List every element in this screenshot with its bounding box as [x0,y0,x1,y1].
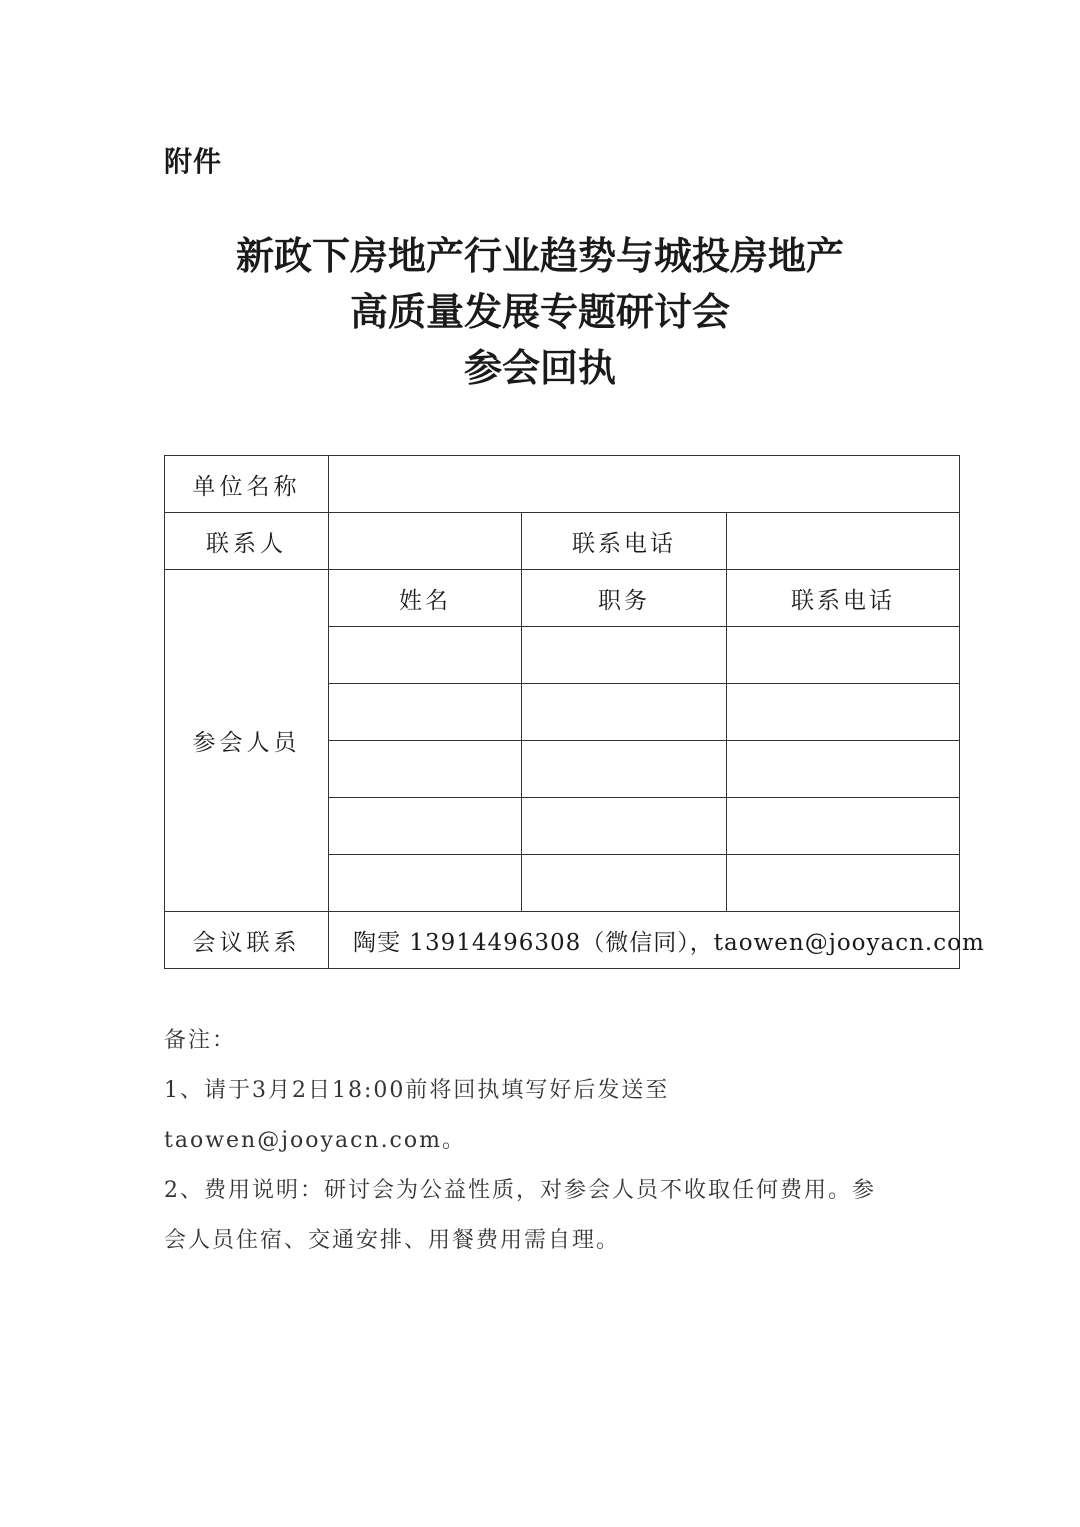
attendee-position-field[interactable] [522,684,727,741]
meeting-contact-value: 陶雯 13914496308（微信同），taowen@jooyacn.com [329,912,960,969]
attendee-phone-field[interactable] [727,684,960,741]
unit-name-row [165,456,960,513]
attendee-position-field[interactable] [522,627,727,684]
notes-section [164,1016,924,1266]
contact-row [165,513,960,570]
attendee-phone-field[interactable] [727,798,960,855]
contact-person-field[interactable] [329,513,522,570]
attachment-label: 附件 [164,145,223,178]
attendee-phone-header: 联系电话 [727,570,960,627]
attendee-position-field[interactable] [522,798,727,855]
attendee-name-field[interactable] [329,684,522,741]
notes-heading: 备注： [164,1028,237,1053]
contact-person-label: 联系人 [165,513,329,570]
attendee-phone-field[interactable] [727,627,960,684]
unit-name-label: 单位名称 [165,456,329,513]
attendee-name-field[interactable] [329,798,522,855]
attendee-position-field[interactable] [522,741,727,798]
meeting-contact-label: 会议联系 [165,912,329,969]
unit-name-field[interactable] [329,456,960,513]
attendees-label: 参会人员 [165,570,329,912]
title-line-1: 新政下房地产行业趋势与城投房地产 [235,234,844,278]
title-line-3: 参会回执 [463,346,616,390]
contact-phone-label: 联系电话 [522,513,727,570]
contact-phone-field[interactable] [727,513,960,570]
attendee-name-field[interactable] [329,741,522,798]
notes-item-fees-line1: 2、费用说明：研讨会为公益性质，对参会人员不收取任何费用。参 [164,1178,876,1203]
attendee-name-header: 姓名 [329,570,522,627]
attendee-position-field[interactable] [522,855,727,912]
title-line-2: 高质量发展专题研讨会 [349,290,730,334]
attendee-name-field[interactable] [329,627,522,684]
document-title [0,228,1080,396]
attendee-position-header: 职务 [522,570,727,627]
attendee-phone-field[interactable] [727,855,960,912]
registration-form-table [164,455,985,969]
notes-item-fees-line2: 会人员住宿、交通安排、用餐费用需自理。 [164,1228,621,1253]
attendee-phone-field[interactable] [727,741,960,798]
meeting-contact-row [165,912,960,969]
attendee-header-row [165,570,960,627]
attendee-name-field[interactable] [329,855,522,912]
notes-item-deadline: 1、请于3月2日18:00前将回执填写好后发送至taowen@jooyacn.com。 [164,1078,670,1153]
